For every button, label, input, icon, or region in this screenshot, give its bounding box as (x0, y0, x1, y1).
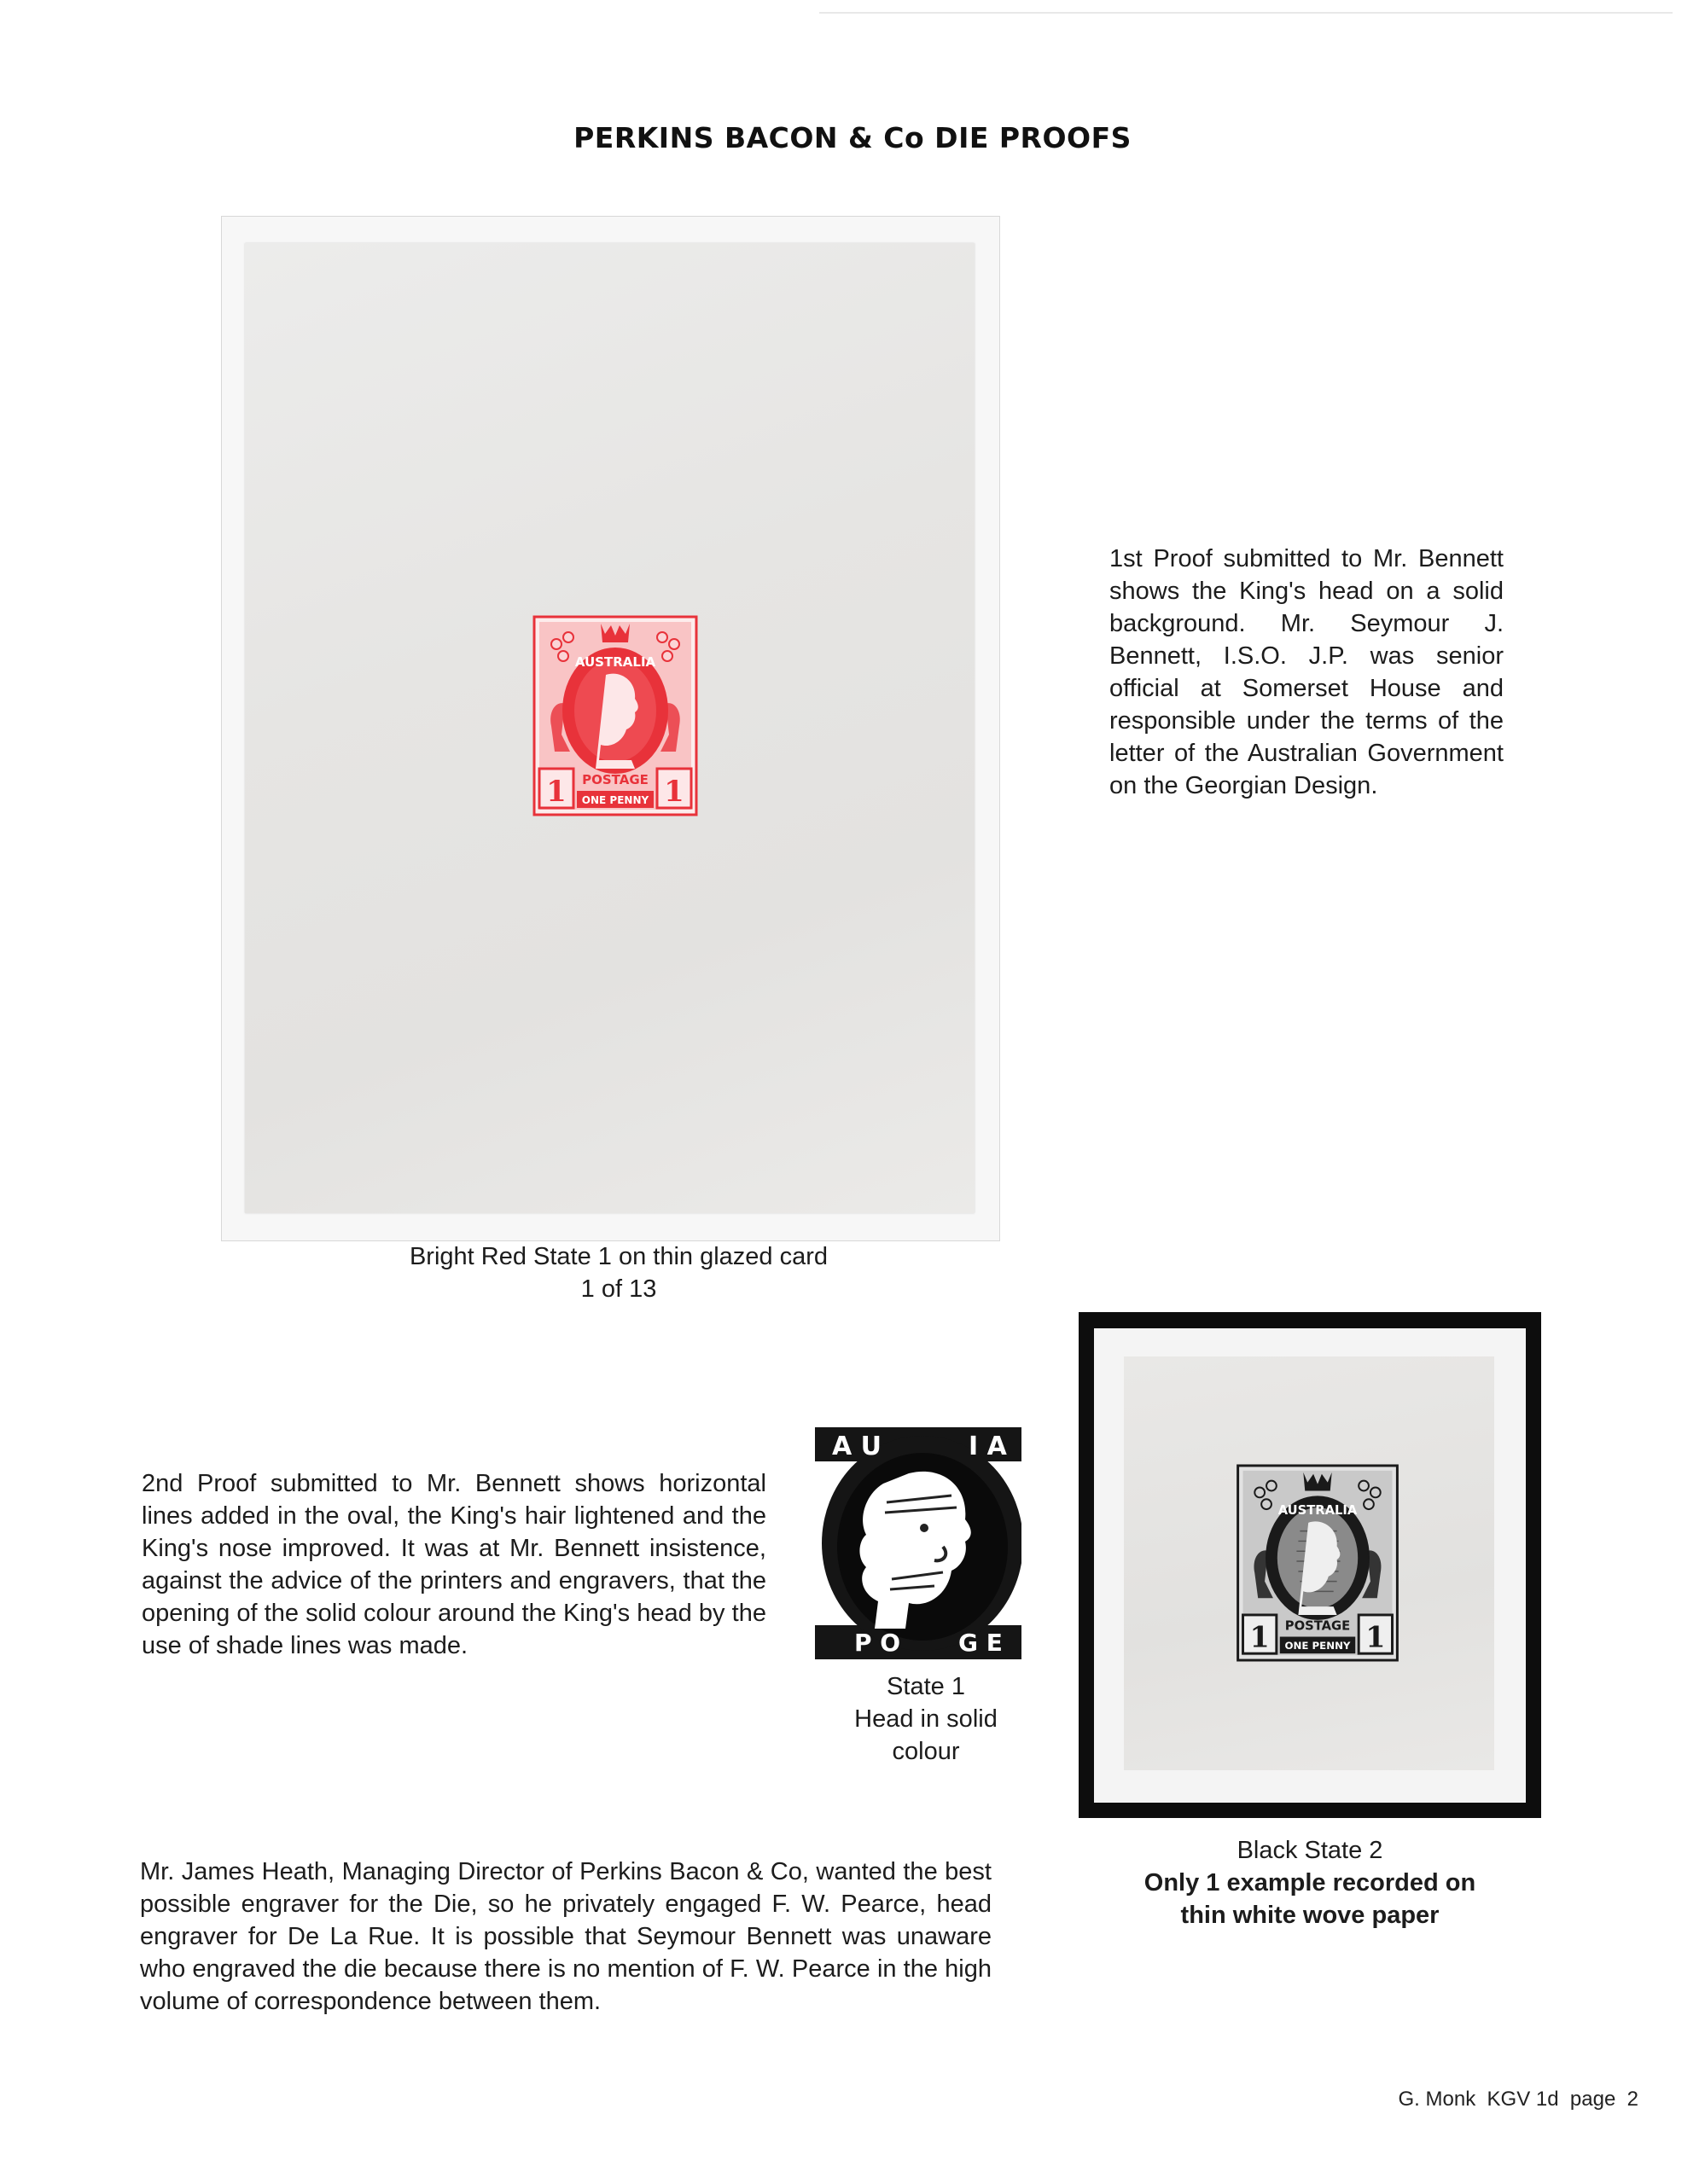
black-stamp-image (1234, 1464, 1401, 1662)
proof-1-caption (375, 1240, 862, 1305)
proof-1-caption-line-1: Bright Red State 1 on thin glazed card (409, 1243, 829, 1270)
state-1-detail-svg (815, 1427, 1021, 1659)
detail-caption-line-3: colour (892, 1738, 960, 1765)
black-stamp-postage: POSTAGE (1284, 1618, 1351, 1634)
red-stamp-proof (532, 615, 698, 816)
black-stamp-numeral-left: 1 (1249, 1620, 1270, 1654)
proof-1-description: 1st Proof submitted to Mr. Bennett shows the King's head on a solid background. Mr. Seymour J. Bennett, I.S.O. J.P. was senior official at Somerset House and responsible under the terms of the letter of the Australian Government on the Georgian Design. (1109, 545, 1504, 799)
top-rule (819, 12, 1673, 14)
page-title: PERKINS BACON & Co DIE PROOFS (573, 121, 1132, 154)
svg-text:G E: G E (958, 1629, 1003, 1657)
red-stamp-value: ONE PENNY (581, 794, 649, 806)
red-stamp-country: AUSTRALIA (574, 654, 656, 670)
red-stamp-numeral-right: 1 (664, 775, 684, 809)
svg-text:A U: A U (832, 1432, 882, 1461)
red-stamp-postage: POSTAGE (582, 772, 649, 787)
detail-caption-line-2: Head in solid (854, 1705, 998, 1733)
red-stamp-image (532, 615, 698, 816)
proof-1-caption-line-2: 1 of 13 (580, 1275, 657, 1303)
black-stamp-value: ONE PENNY (1284, 1640, 1351, 1653)
proof-2-caption-line-1: Black State 2 (1237, 1837, 1383, 1864)
red-stamp-numeral-left: 1 (546, 775, 567, 809)
black-stamp-country: AUSTRALIA (1277, 1502, 1358, 1518)
black-stamp-proof (1234, 1464, 1401, 1662)
engraver-note: Mr. James Heath, Managing Director of Perkins Bacon & Co, wanted the best possible engraver for the Die, so he privately engaged F. W. Pearce, head engraver for De La Rue. It is possible that Seymour Bennett was unaware who engraved the die because there is no mention of F. W. Pearce in the high volume of correspondence between them. (140, 1858, 992, 2015)
detail-caption-line-1: State 1 (887, 1673, 965, 1700)
proof-2-caption (1079, 1834, 1541, 1931)
proof-2-caption-line-3: thin white wove paper (1180, 1902, 1440, 1929)
svg-text:P O: P O (854, 1629, 901, 1657)
proof-2-description: 2nd Proof submitted to Mr. Bennett shows horizontal lines added in the oval, the King's hair lightened and the King's nose improved. It was at Mr. Bennett insistence, against the advice of the printers and engravers, that the opening of the solid colour around the King's head by the use of shade lines was made. (142, 1470, 766, 1659)
state-1-detail-image (815, 1427, 1021, 1659)
detail-caption (819, 1670, 1033, 1768)
black-stamp-numeral-right: 1 (1365, 1620, 1386, 1654)
proof-2-caption-line-2: Only 1 example recorded on (1143, 1869, 1476, 1896)
svg-text:I A: I A (969, 1432, 1007, 1461)
page-footer: G. Monk KGV 1d page 2 (1398, 2088, 1638, 2111)
